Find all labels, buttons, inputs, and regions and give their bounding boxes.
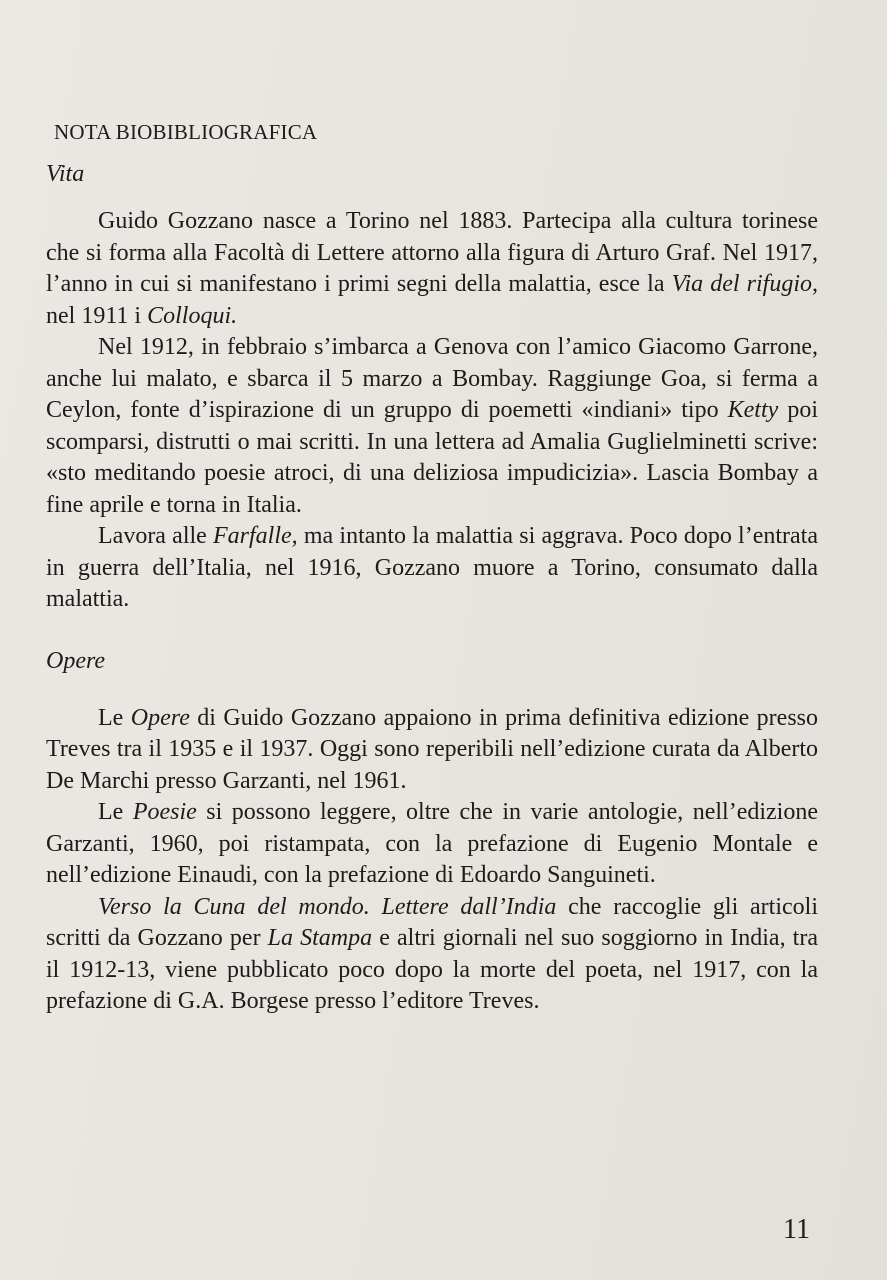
- text-run: Le: [98, 704, 131, 731]
- italic-title-verso-la-cuna: Verso la Cuna del mondo. Lettere dall’India: [98, 893, 557, 920]
- italic-title-via-del-rifugio: Via del rifugio,: [671, 271, 818, 297]
- opere-paragraph-2: [46, 797, 818, 892]
- opere-paragraph-3: [46, 892, 818, 1018]
- text-run: Guido Gozzano nasce a Torino nel 1883. Partecipa alla cultura torinese che si forma alla Facoltà di Lettere attorno alla figura di Arturo Graf. Nel 1917, l’anno in cui si manifestano i primi segni della malattia, esce la: [46, 208, 818, 297]
- italic-title-opere: Opere: [130, 704, 190, 731]
- text-run: Le: [98, 799, 133, 825]
- text-run: e altri giornali nel suo soggiorno in India, tra il 1912-13, viene pubblicato poco dopo la morte del poeta, nel 1917, con la prefazione di G.A. Borgese presso l’editore Treves.: [46, 925, 818, 1014]
- text-run: Lavora alle: [98, 523, 214, 549]
- section-title-vita: Vita: [46, 161, 85, 187]
- italic-title-poesie: Poesie: [132, 799, 197, 825]
- italic-title-farfalle: Farfalle,: [213, 523, 298, 549]
- text-run: si possono leggere, oltre che in varie antologie, nell’edizione Garzanti, 1960, poi ristampata, con la prefazione di Eugenio Montale e nell’edizione Einaudi, con la prefazione di Edoardo Sanguineti.: [46, 799, 819, 888]
- italic-title-colloqui: Colloqui.: [147, 302, 238, 329]
- text-run: Nel 1912, in febbraio s’imbarca a Genova con l’amico Giacomo Garrone, anche lui malato, e sbarca il 5 marzo a Bombay. Raggiunge Goa, si ferma a Ceylon, fonte d’ispirazione di un gruppo di poemetti «indiani» tipo: [46, 334, 818, 423]
- page-number: 11: [783, 1214, 810, 1245]
- text-run: che raccoglie gli articoli scritti da Gozzano per: [46, 893, 819, 951]
- text-run: ma intanto la malattia si aggrava. Poco dopo l’entrata in guerra dell’Italia, nel 1916, Gozzano muore a Torino, consumato dalla malattia.: [46, 523, 818, 612]
- vita-paragraph-1: [46, 206, 818, 332]
- italic-title-ketty: Ketty: [727, 397, 779, 423]
- page-heading: NOTA BIOBIBLIOGRAFICA: [54, 120, 318, 144]
- text-run: nel 1911 i: [46, 302, 148, 329]
- italic-title-la-stampa: La Stampa: [267, 925, 373, 951]
- page-content: [46, 110, 818, 1018]
- vita-paragraph-2: [46, 332, 818, 521]
- text-run: poi scomparsi, distrutti o mai scritti. In una lettera ad Amalia Guglielminetti scrive: «sto meditando poesie atroci, di una deliziosa impudicizia». Lascia Bombay a fine aprile e torna in Italia.: [46, 397, 818, 518]
- vita-paragraph-3: [46, 521, 818, 616]
- text-run: di Guido Gozzano appaiono in prima definitiva edizione presso Treves tra il 1935 e il 1937. Oggi sono reperibili nell’edizione curata da Alberto De Marchi presso Garzanti, nel 1961.: [46, 704, 819, 794]
- opere-paragraph-1: [46, 703, 818, 798]
- section-title-opere: Opere: [46, 647, 106, 674]
